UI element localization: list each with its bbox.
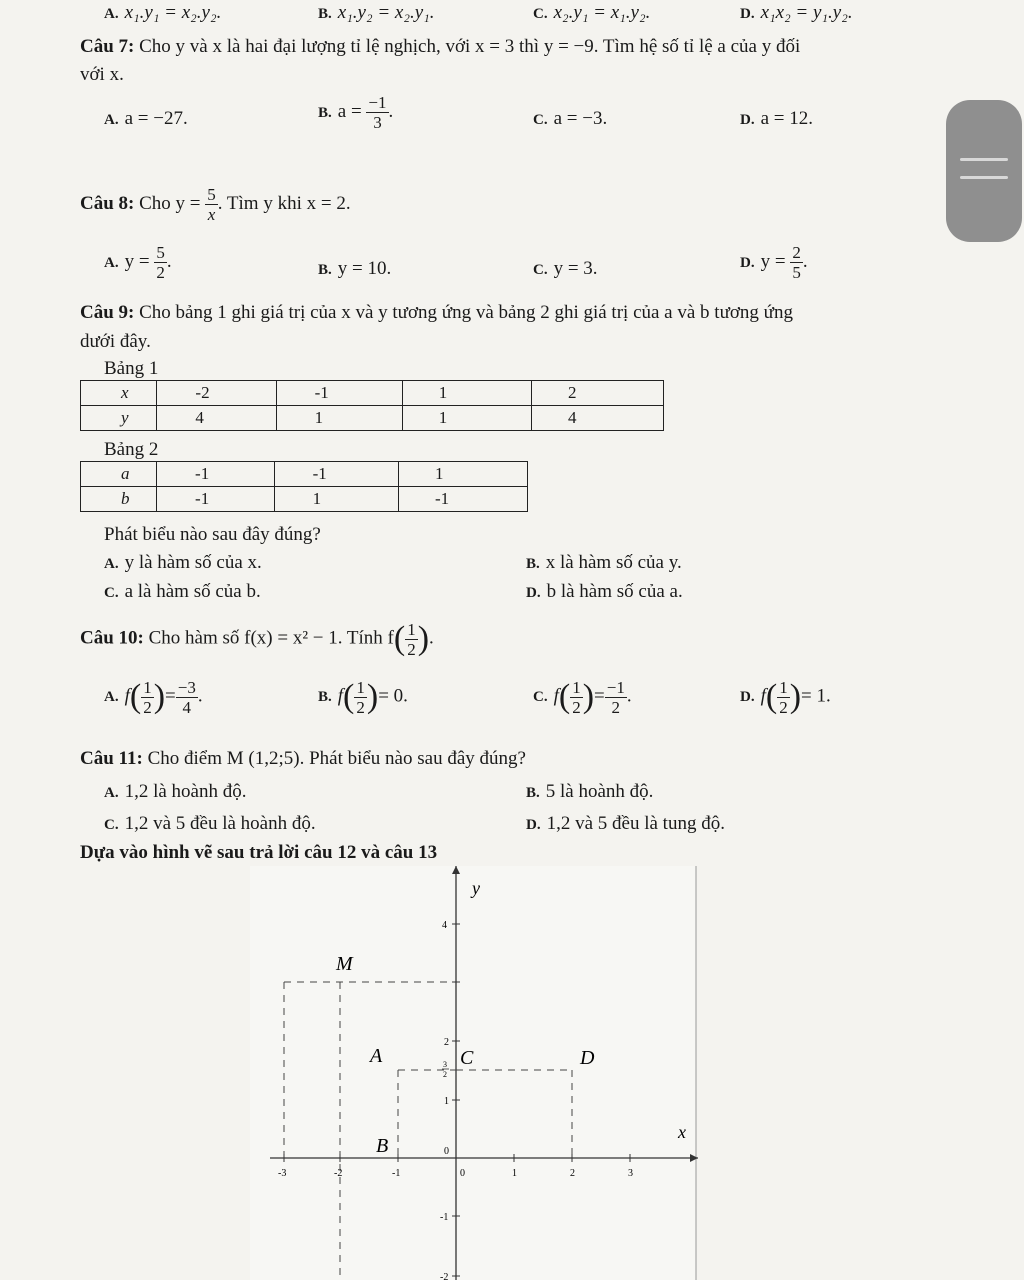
q8-option-d bbox=[740, 244, 808, 281]
right-paren: ) bbox=[417, 620, 430, 657]
option-label: B. bbox=[526, 556, 540, 572]
y-tick-label: 4 bbox=[442, 920, 447, 931]
option-label: D. bbox=[526, 817, 541, 833]
q9-prompt: Phát biểu nào sau đây đúng? bbox=[104, 524, 321, 545]
x-tick-label: -1 bbox=[392, 1168, 401, 1179]
q9-option-a bbox=[104, 552, 262, 574]
option-label: D. bbox=[740, 112, 755, 128]
table-cell: 1 bbox=[398, 462, 527, 487]
coordinate-figure bbox=[250, 866, 710, 1280]
option-label: C. bbox=[533, 262, 548, 278]
q7-stem-line2: với x. bbox=[80, 64, 124, 85]
numerator: −1 bbox=[368, 93, 387, 112]
option-text: x₁x₂ = y₁.y₂. bbox=[760, 2, 853, 23]
x-tick-label: -3 bbox=[278, 1168, 287, 1179]
denominator: 2 bbox=[779, 697, 788, 717]
option-text: a là hàm số của b. bbox=[124, 581, 261, 602]
option-text: a = −27. bbox=[124, 108, 188, 129]
denominator: 2 bbox=[572, 697, 581, 717]
numerator: −1 bbox=[606, 677, 625, 697]
option-text: b là hàm số của a. bbox=[546, 581, 683, 602]
q11-option-c bbox=[104, 813, 316, 835]
denominator: x bbox=[207, 205, 216, 224]
point-a-label: A bbox=[370, 1045, 383, 1067]
q10-option-c: C. f( $\frac{1}{2}$ )= $\frac{-1}{2}$ . bbox=[533, 677, 632, 717]
denominator: 3 bbox=[373, 113, 382, 132]
fraction bbox=[777, 679, 790, 716]
option-label: D. bbox=[526, 585, 541, 601]
q7-text: Cho y và x là hai đại lượng tỉ lệ nghịch, với x = 3 thì y = −9. Tìm hệ số tỉ lệ a của y đối bbox=[139, 36, 801, 57]
option-label: A. bbox=[104, 689, 119, 706]
q7-option-b bbox=[318, 94, 393, 131]
option-text: 1,2 là hoành độ. bbox=[124, 781, 247, 802]
numerator: −3 bbox=[177, 677, 196, 697]
table-cell: x bbox=[81, 381, 157, 406]
point-m-label: M bbox=[336, 953, 353, 975]
option-text: y là hàm số của x. bbox=[124, 552, 262, 573]
fraction bbox=[405, 621, 418, 658]
denominator: 2 bbox=[356, 697, 365, 717]
option-label: B. bbox=[318, 6, 332, 22]
function-f: f bbox=[337, 685, 344, 707]
numerator: 2 bbox=[792, 243, 801, 262]
table-1 bbox=[80, 380, 664, 431]
q8-label: Câu 8: bbox=[80, 192, 135, 214]
option-label: C. bbox=[533, 6, 548, 22]
figure-background bbox=[250, 866, 696, 1280]
option-text: x₂.y₁ = x₁.y₂. bbox=[553, 2, 651, 23]
q7-option-a bbox=[104, 108, 188, 130]
table-cell: 2 bbox=[531, 381, 663, 406]
denominator: 2 bbox=[156, 263, 165, 282]
table-cell: -1 bbox=[157, 487, 275, 512]
numerator: 5 bbox=[207, 185, 216, 204]
q9-stem bbox=[80, 302, 793, 324]
q8-option-b bbox=[318, 258, 391, 280]
prev-option-a bbox=[104, 2, 221, 24]
q7-option-c bbox=[533, 108, 607, 130]
option-pre: y = bbox=[760, 250, 786, 272]
fraction bbox=[354, 679, 367, 716]
option-pre: y = bbox=[124, 250, 150, 272]
option-label: C. bbox=[533, 689, 548, 706]
x-tick-label: 3 bbox=[628, 1168, 633, 1179]
q7-stem bbox=[80, 36, 800, 58]
option-label: C. bbox=[533, 112, 548, 128]
q8-option-c bbox=[533, 258, 598, 280]
q9-text: Cho bảng 1 ghi giá trị của x và y tương ứng và bảng 2 ghi giá trị của a và b tương ứng bbox=[139, 302, 793, 323]
option-label: A. bbox=[104, 785, 119, 801]
y-tick-label: 2 bbox=[444, 1037, 449, 1048]
numerator: 1 bbox=[143, 677, 152, 697]
x-axis-label: x bbox=[678, 1122, 686, 1142]
option-text: x₁.y₂ = x₂.y₁. bbox=[337, 2, 435, 23]
figure-header: Dựa vào hình vẽ sau trả lời câu 12 và câu 13 bbox=[80, 842, 438, 863]
q8-pre: Cho y = bbox=[139, 192, 201, 214]
table-cell: -1 bbox=[157, 462, 275, 487]
point-c-label: C bbox=[460, 1047, 474, 1069]
table-row bbox=[81, 406, 664, 431]
left-paren: ( bbox=[129, 678, 142, 715]
denominator: 4 bbox=[182, 697, 192, 717]
option-label: D. bbox=[740, 689, 755, 706]
x-tick-label: -2 bbox=[334, 1168, 343, 1179]
fraction bbox=[176, 679, 198, 716]
y-tick-label: 3 bbox=[443, 1060, 447, 1069]
option-label: C. bbox=[104, 817, 119, 833]
option-result: = 0. bbox=[378, 685, 408, 707]
numerator: 1 bbox=[572, 677, 581, 697]
table-2 bbox=[80, 461, 528, 512]
x-tick-label: 0 bbox=[460, 1168, 465, 1179]
right-paren: ) bbox=[153, 678, 166, 715]
y-axis-label: y bbox=[472, 878, 480, 898]
option-text: x₁.y₁ = x₂.y₂. bbox=[124, 2, 222, 23]
denominator: 2 bbox=[611, 697, 621, 717]
fraction bbox=[570, 679, 583, 716]
left-paren: ( bbox=[343, 678, 355, 715]
option-post: . bbox=[802, 250, 808, 272]
right-paren: ) bbox=[789, 678, 802, 715]
y-tick-label: -1 bbox=[440, 1212, 449, 1223]
q10-pre: Cho hàm số f(x) = x² − 1. Tính f bbox=[148, 627, 394, 649]
function-f: f bbox=[760, 685, 766, 707]
table-cell: 1 bbox=[402, 381, 531, 406]
numerator: 1 bbox=[356, 677, 365, 697]
option-label: A. bbox=[104, 6, 119, 22]
q11-option-d bbox=[526, 813, 725, 835]
option-label: B. bbox=[318, 689, 332, 706]
q10-post: . bbox=[429, 627, 434, 649]
table-row bbox=[81, 462, 528, 487]
table-cell: -1 bbox=[276, 381, 402, 406]
point-d-label: D bbox=[580, 1047, 595, 1069]
option-post: . bbox=[197, 685, 203, 707]
table-cell: b bbox=[81, 487, 157, 512]
right-paren: ) bbox=[582, 678, 595, 715]
q9-option-d bbox=[526, 581, 683, 603]
table-cell: 1 bbox=[276, 406, 402, 431]
option-post: . bbox=[388, 100, 394, 122]
q10-option-a: A. f( $\frac{1}{2}$ )= $\frac{-3}{4}$ . bbox=[104, 677, 203, 717]
left-paren: ( bbox=[393, 620, 406, 657]
fraction bbox=[141, 679, 154, 716]
fraction bbox=[154, 244, 167, 281]
q9-option-c bbox=[104, 581, 261, 603]
option-label: A. bbox=[104, 556, 119, 572]
table2-title: Bảng 2 bbox=[104, 439, 159, 460]
q11-option-b bbox=[526, 781, 653, 803]
q8-option-a bbox=[104, 244, 172, 281]
option-label: D. bbox=[740, 254, 755, 271]
q9-stem-line2: dưới đây. bbox=[80, 331, 151, 352]
floating-menu-button[interactable] bbox=[946, 100, 1022, 242]
y-tick-label: -2 bbox=[440, 1272, 449, 1280]
option-label: A. bbox=[104, 112, 119, 128]
table-cell: -1 bbox=[274, 462, 398, 487]
q10-option-b bbox=[318, 678, 408, 716]
q10-stem bbox=[80, 620, 434, 658]
table-cell: -1 bbox=[398, 487, 527, 512]
option-text: y = 3. bbox=[553, 258, 598, 279]
numerator: 1 bbox=[779, 677, 788, 697]
option-label: B. bbox=[526, 785, 540, 801]
prev-option-d bbox=[740, 2, 853, 24]
option-label: B. bbox=[318, 262, 332, 278]
option-text: a = 12. bbox=[760, 108, 813, 129]
q7-option-d bbox=[740, 108, 813, 130]
option-label: D. bbox=[740, 6, 755, 22]
option-text: 1,2 và 5 đều là tung độ. bbox=[546, 813, 725, 834]
option-text: x là hàm số của y. bbox=[545, 552, 682, 573]
prev-option-c bbox=[533, 2, 650, 24]
y-tick-label: 1 bbox=[444, 1096, 449, 1107]
q8-stem bbox=[80, 186, 351, 223]
table1-title: Bảng 1 bbox=[104, 358, 159, 379]
x-tick-label: 1 bbox=[512, 1168, 517, 1179]
y-tick-label: 0 bbox=[444, 1146, 449, 1157]
option-text: a = −3. bbox=[553, 108, 608, 129]
left-paren: ( bbox=[558, 678, 571, 715]
option-label: B. bbox=[318, 104, 332, 121]
option-pre: a = bbox=[337, 100, 362, 122]
menu-icon-line-top bbox=[960, 158, 1008, 161]
option-text: y = 10. bbox=[337, 258, 392, 279]
denominator: 2 bbox=[143, 697, 152, 717]
q9-label: Câu 9: bbox=[80, 302, 135, 323]
prev-option-b bbox=[318, 2, 435, 24]
fraction bbox=[205, 186, 218, 223]
table-cell: 4 bbox=[531, 406, 663, 431]
table-cell: 1 bbox=[274, 487, 398, 512]
table-cell: 1 bbox=[402, 406, 531, 431]
denominator: 5 bbox=[792, 263, 801, 282]
option-text: 5 là hoành độ. bbox=[545, 781, 654, 802]
numerator: 1 bbox=[407, 619, 416, 639]
menu-icon-line-bottom bbox=[960, 176, 1008, 179]
point-b-label: B bbox=[376, 1135, 389, 1157]
q11-option-a bbox=[104, 781, 247, 803]
table-row bbox=[81, 487, 528, 512]
q11-text: Cho điểm M (1,2;5). Phát biểu nào sau đây đúng? bbox=[147, 748, 526, 769]
option-result: = 1. bbox=[801, 685, 831, 707]
option-label: C. bbox=[104, 585, 119, 601]
option-post: . bbox=[626, 685, 632, 707]
fraction bbox=[605, 679, 627, 716]
table-cell: 4 bbox=[157, 406, 276, 431]
numerator: 5 bbox=[156, 243, 165, 262]
right-paren: ) bbox=[366, 678, 379, 715]
y-tick-label: 2 bbox=[443, 1070, 447, 1079]
option-text: 1,2 và 5 đều là hoành độ. bbox=[124, 813, 316, 834]
table-row bbox=[81, 381, 664, 406]
function-f: f bbox=[124, 685, 130, 707]
function-f: f bbox=[553, 685, 559, 707]
fraction bbox=[790, 244, 803, 281]
option-post: . bbox=[166, 250, 172, 272]
table-cell: -2 bbox=[157, 381, 276, 406]
q9-option-b bbox=[526, 552, 682, 574]
denominator: 2 bbox=[407, 639, 416, 659]
left-paren: ( bbox=[765, 678, 778, 715]
q11-label: Câu 11: bbox=[80, 748, 143, 769]
q8-post: . Tìm y khi x = 2. bbox=[217, 192, 351, 214]
fraction bbox=[366, 94, 388, 131]
q10-label: Câu 10: bbox=[80, 627, 144, 649]
x-tick-label: 2 bbox=[570, 1168, 575, 1179]
q7-label: Câu 7: bbox=[80, 36, 135, 57]
table-cell: a bbox=[81, 462, 157, 487]
table-cell: y bbox=[81, 406, 157, 431]
q10-option-d bbox=[740, 678, 831, 716]
option-label: A. bbox=[104, 254, 119, 271]
q11-stem bbox=[80, 748, 526, 770]
